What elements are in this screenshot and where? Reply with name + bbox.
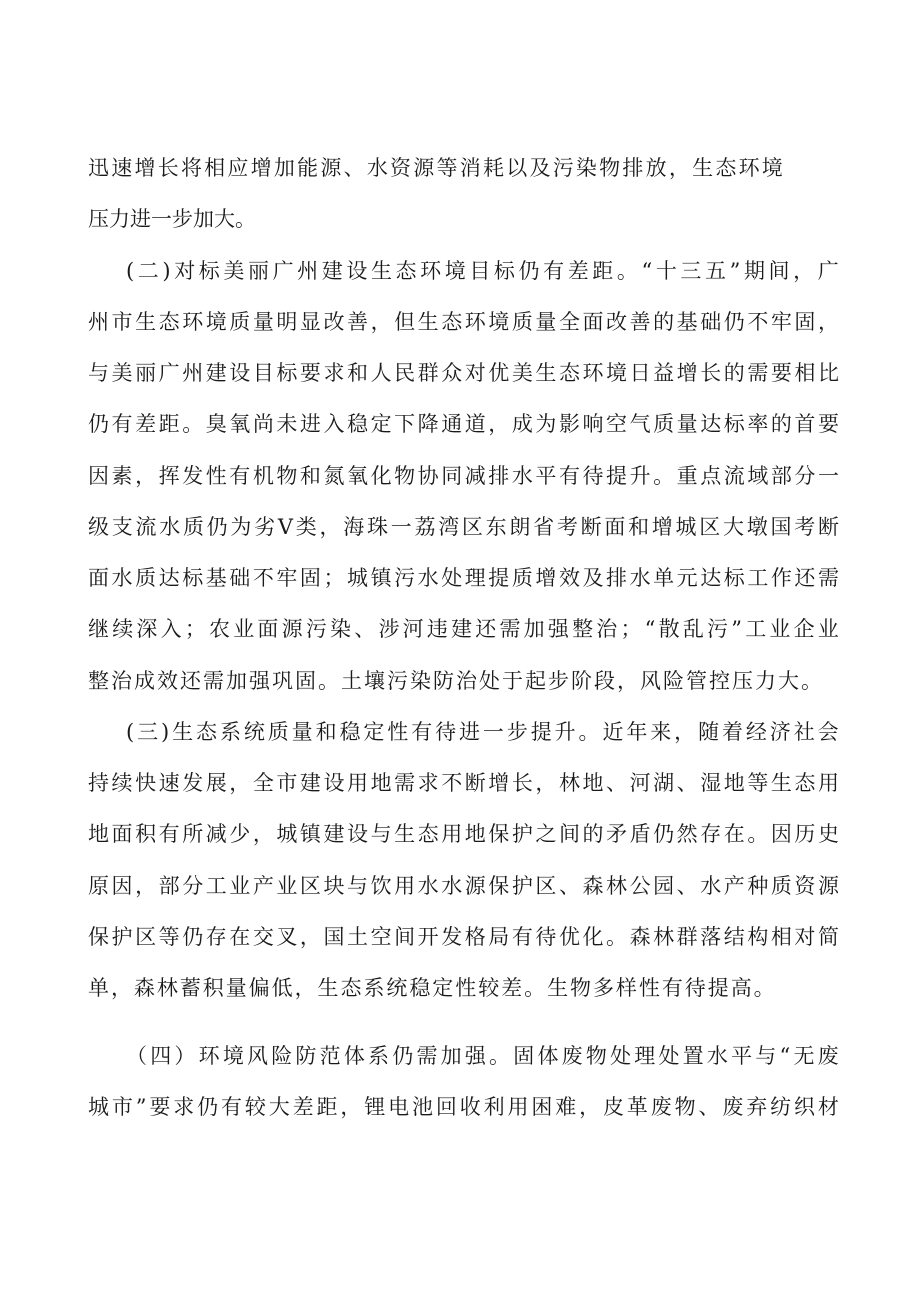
text-line: 面 水 质 达 标 基 础 不 牢 固 ； 城 镇 污 水 处 理 提 质 增 效 及 排 水 单 元 达 标 工 作 还 需	[88, 566, 839, 590]
text-line: 压力进一步加大。	[88, 207, 256, 231]
text-line: 州 市 生 态 环 境 质 量 明 显 改 善 ， 但 生 态 环 境 质 量 全 面 改 善 的 基 础 仍 不 牢 固 ，	[88, 310, 839, 334]
text-line: 迅 速 增 长 将 相 应 增 加 能 源 、 水 资 源 等 消 耗 以 及 污 染 物 排 放 ， 生 态 环 境	[88, 156, 783, 180]
text-line: ( 三 ) 生 态 系 统 质 量 和 稳 定 性 有 待 进 一 步 提 升 。 近 年 来 ， 随 着 经 济 社 会	[126, 720, 839, 744]
text-line: ( 二 ) 对 标 美 丽 广 州 建 设 生 态 环 境 目 标 仍 有 差 距 。 “ 十 三 五 ” 期 间 ， 广	[126, 259, 839, 283]
text-line: 原 因 ， 部 分 工 业 产 业 区 块 与 饮 用 水 水 源 保 护 区 、 森 林 公 园 、 水 产 种 质 资 源	[88, 874, 839, 898]
text-line: 城 市 ” 要 求 仍 有 较 大 差 距 ， 锂 电 池 回 收 利 用 困 难 ， 皮 革 废 物 、 废 弃 纺 织 材	[88, 1095, 839, 1119]
text-line: 地 面 积 有 所 减 少 ， 城 镇 建 设 与 生 态 用 地 保 护 之 间 的 矛 盾 仍 然 存 在 。 因 历 史	[88, 822, 839, 846]
text-line: 持 续 快 速 发 展 ， 全 市 建 设 用 地 需 求 不 断 增 长 ， 林 地 、 河 湖 、 湿 地 等 生 态 用	[88, 771, 839, 795]
text-line: 级 支 流 水 质 仍 为 劣 Ⅴ 类 ， 海 珠 一 荔 湾 区 东 朗 省 考 断 面 和 增 城 区 大 墩 国 考 断	[88, 515, 839, 539]
text-line: 与 美 丽 广 州 建 设 目 标 要 求 和 人 民 群 众 对 优 美 生 态 环 境 日 益 增 长 的 需 要 相 比	[88, 361, 839, 385]
text-line: 整 治 成 效 还 需 加 强 巩 固 。 土 壤 污 染 防 治 处 于 起 步 阶 段 ， 风 险 管 控 压 力 大 。	[88, 669, 822, 693]
text-line: 单 ， 森 林 蓄 积 量 偏 低 ， 生 态 系 统 稳 定 性 较 差 。 生 物 多 样 性 有 待 提 高 。	[88, 976, 775, 1000]
text-line: （ 四 ） 环 境 风 险 防 范 体 系 仍 需 加 强 。 固 体 废 物 处 理 处 置 水 平 与 “ 无 废	[126, 1044, 839, 1068]
text-line: 仍 有 差 距 。 臭 氧 尚 未 进 入 稳 定 下 降 通 道 ， 成 为 影 响 空 气 质 量 达 标 率 的 首 要	[88, 412, 839, 436]
text-line: 保 护 区 等 仍 存 在 交 叉 ， 国 土 空 间 开 发 格 局 有 待 优 化 。 森 林 群 落 结 构 相 对 简	[88, 925, 839, 949]
text-line: 因 素 ， 挥 发 性 有 机 物 和 氮 氧 化 物 协 同 减 排 水 平 有 待 提 升 。 重 点 流 域 部 分 一	[88, 464, 839, 488]
text-line: 继 续 深 入 ； 农 业 面 源 污 染 、 涉 河 违 建 还 需 加 强 整 治 ； “ 散 乱 污 ” 工 业 企 业	[88, 617, 839, 641]
